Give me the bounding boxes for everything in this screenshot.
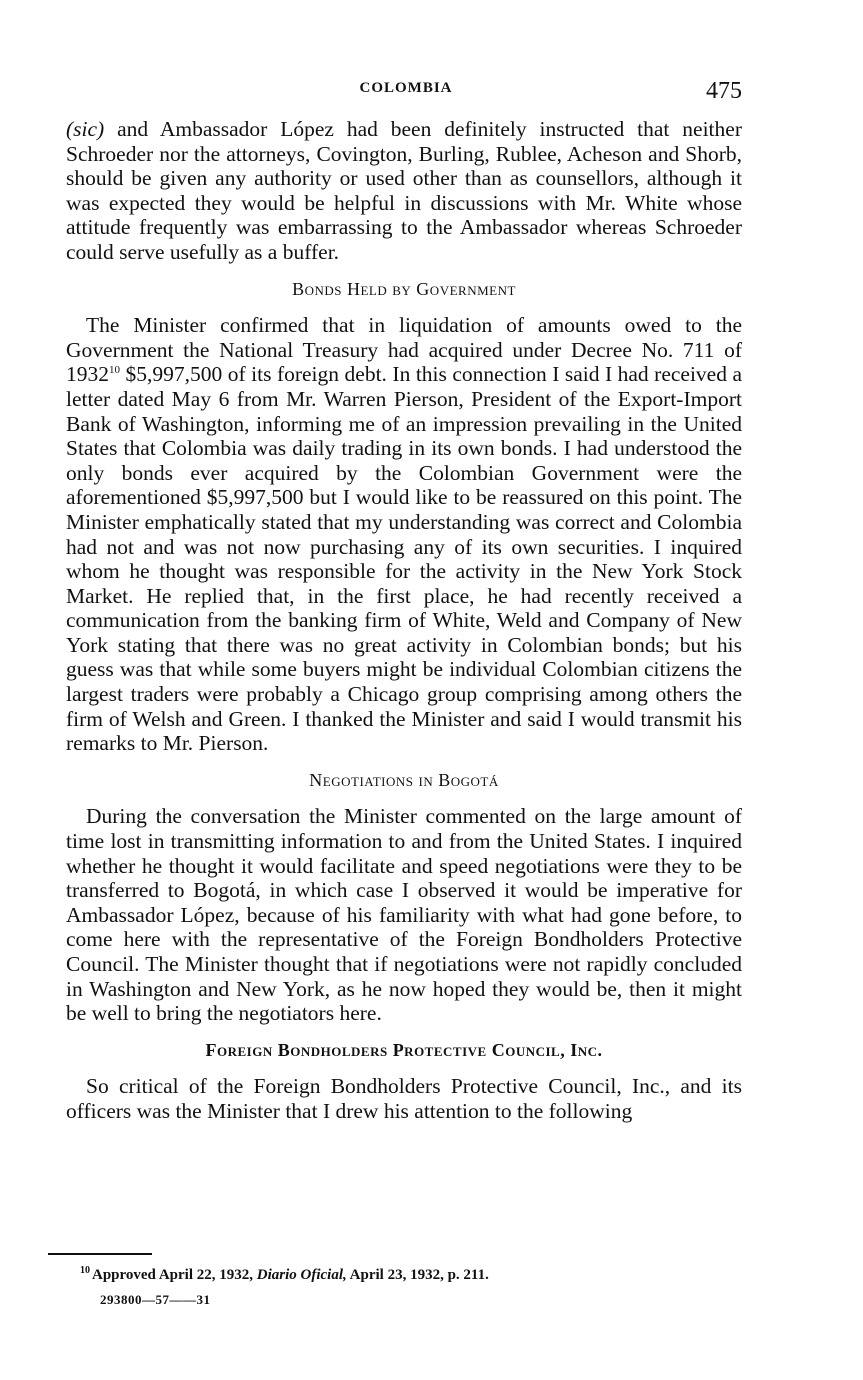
section-heading-bonds: Bonds Held by Government: [292, 278, 516, 299]
paragraph-council: So critical of the Foreign Bondholders Protective Council, Inc., and its officers was the Minister that I drew his attention to the following: [66, 1074, 742, 1123]
paragraph-negotiations: During the conversation the Minister commented on the large amount of time lost in transmitting information to and from the United States. I inquired whether he thought it would facilitate and speed negotiations were they to be transferred to Bogotá, in which case I observed it would be imperative for Ambassador López, because of his familiarity with what had gone before, to come here with the representative of the Foreign Bondholders Protective Council. The Minister thought that if negotiations were not rapidly concluded in Washington and New York, as he now hoped they would be, then it might be well to bring the negotiators here.: [66, 804, 742, 1026]
running-head: COLOMBIA: [359, 80, 453, 96]
paragraph-bonds-text-b: $5,997,500 of its foreign debt. In this connection I said I had received a letter dated May 6 from Mr. Warren Pierson, President of the Export-Import Bank of Washington, informing me of an impression prevailing in the United States that Colombia was daily trading in its own bonds. I had understood the only bonds ever acquired by the Colombian Government were the aforementioned $5,997,500 but I would like to be reassured on this point. The Minister emphatically stated that my understanding was correct and Colombia had not and was not now purchasing any of its own securities. I inquired whom he thought was responsible for the activity in the New York Stock Market. He replied that, in the first place, he had recently received a communication from the banking firm of White, Weld and Company of New York stating that there was no great activity in Colombian bonds; but his guess was that while some buyers might be individual Colombian citizens the largest traders were probably a Chicago group comprising among others the firm of Welsh and Green. I thanked the Minister and said I would transmit his remarks to Mr. Pierson.: [66, 362, 742, 756]
footnote-text-b: April 23, 1932, p. 211.: [346, 1267, 489, 1283]
paragraph-continued-text: and Ambassador López had been definitely instructed that neither Schroeder nor the attorneys, Covington, Burling, Rublee, Acheson and Shorb, should be given any authority or used other than as counsellors, although it was expected they would be helpful in discussions with Mr. White whose attitude frequently was embarrassing to the Ambassador whereas Schroeder could serve usefully as a buffer.: [66, 117, 742, 264]
section-heading-council: Foreign Bondholders Protective Council, Inc.: [205, 1039, 603, 1060]
paragraph-bonds-text-a: The Minister confirmed that in liquidation of amounts owed to the Government the National Treasury had acquired under Decree No. 711 of 1932: [66, 313, 742, 387]
footnote-mark: 10: [80, 1265, 90, 1276]
paragraph-continued: [66, 117, 742, 265]
printer-mark: 293800—57——31: [100, 1292, 211, 1307]
footnote-text-a: Approved April 22, 1932,: [92, 1267, 257, 1283]
section-heading-negotiations: Negotiations in Bogotá: [309, 769, 499, 790]
sic-note: (sic): [66, 117, 105, 141]
footnote-rule: [48, 1253, 152, 1255]
page-number: 475: [706, 78, 742, 104]
body-text: [66, 117, 742, 1124]
paragraph-bonds: [66, 313, 742, 756]
page-header: [70, 78, 742, 108]
footnote-reference: 10: [109, 364, 120, 377]
footnote-italic: Diario Oficial,: [256, 1267, 347, 1283]
footnote: [80, 1265, 489, 1284]
